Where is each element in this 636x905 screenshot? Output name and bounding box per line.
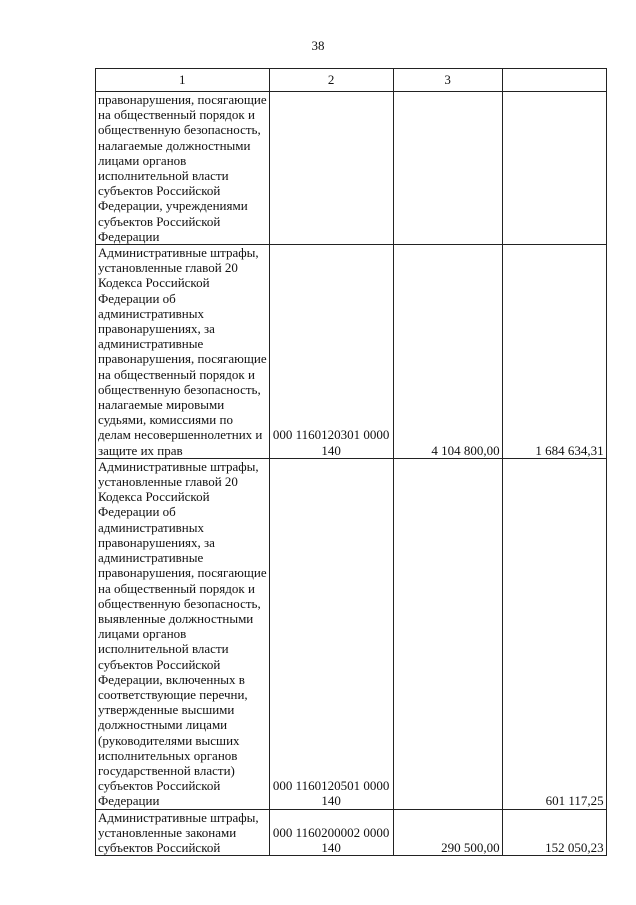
row-code-cell (269, 245, 393, 459)
header-col-2: 2 (269, 69, 393, 92)
row-name-cell (96, 458, 270, 809)
row-name-line: Федерации (98, 793, 160, 809)
row-name-line: Федерации, учреждениями (98, 198, 248, 214)
row-name-line: общественную безопасность, (98, 595, 261, 611)
row-name-line: установленные главой 20 (98, 260, 238, 276)
row-name-line: налагаемые мировыми (98, 397, 225, 413)
row-code-line: 000 1160120301 0000 (272, 427, 390, 443)
row-name-line: правонарушения, посягающие (98, 565, 267, 581)
row-code-line: 000 1160200002 0000 (272, 824, 390, 840)
row-amount-col-4: 601 117,25 (502, 458, 606, 809)
row-code-line: 140 (321, 839, 341, 855)
row-name-line: субъектов Российской (98, 183, 221, 199)
row-name-line: Федерации об (98, 290, 176, 306)
row-name-line: административных (98, 519, 204, 535)
row-name-line: лицами органов (98, 152, 187, 168)
row-amount-col-4 (502, 92, 606, 245)
row-name-line: утвержденные высшими (98, 702, 235, 718)
row-name-line: государственной власти) (98, 762, 235, 778)
row-code-line: 140 (321, 793, 341, 809)
row-name-line: субъектов Российской (98, 656, 221, 672)
row-name-line: Административные штрафы, (98, 809, 259, 825)
table-body (96, 92, 607, 856)
row-name-line: Федерации об (98, 504, 176, 520)
row-name-line: исполнительных органов (98, 747, 238, 763)
row-code-cell (269, 458, 393, 809)
row-amount-col-4: 1 684 634,31 (502, 245, 606, 459)
row-name-line: Федерации, включенных в (98, 671, 245, 687)
row-name-line: субъектов Российской (98, 213, 221, 229)
row-name-line: исполнительной власти (98, 641, 229, 657)
row-name-line: общественную безопасность, (98, 122, 261, 138)
row-code-cell (269, 92, 393, 245)
row-amount-col-3 (393, 92, 502, 245)
row-amount-col-3 (393, 458, 502, 809)
row-name-line: административные (98, 336, 204, 352)
row-name-line: Административные штрафы, (98, 458, 259, 474)
row-amount-col-3: 4 104 800,00 (393, 245, 502, 459)
row-code-line: 000 1160120501 0000 (272, 778, 390, 794)
table-row (96, 245, 607, 459)
row-name-line: Кодекса Российской (98, 489, 210, 505)
row-amount-col-4: 152 050,23 (502, 809, 606, 856)
row-name-line: установленные главой 20 (98, 474, 238, 490)
row-name-line: административных (98, 305, 204, 321)
row-name-line: общественную безопасность, (98, 381, 261, 397)
table-row (96, 92, 607, 245)
table-row (96, 809, 607, 856)
table-row (96, 458, 607, 809)
row-name-line: субъектов Российской (98, 778, 221, 794)
row-name-line: на общественный порядок и (98, 580, 255, 596)
row-name-line: исполнительной власти (98, 168, 229, 184)
row-name-line: лицами органов (98, 626, 187, 642)
row-name-line: (руководителями высших (98, 732, 240, 748)
row-name-cell (96, 92, 270, 245)
row-name-line: Федерации (98, 228, 160, 244)
row-name-line: выявленные должностными (98, 610, 254, 626)
row-name-line: правонарушениях, за (98, 534, 215, 550)
row-name-line: налагаемые должностными (98, 137, 251, 153)
row-name-line: субъектов Российской (98, 839, 221, 855)
row-name-line: соответствующие перечни, (98, 686, 248, 702)
row-name-cell (96, 809, 270, 856)
header-col-3: 3 (393, 69, 502, 92)
row-name-line: правонарушения, посягающие (98, 92, 267, 107)
row-name-line: на общественный порядок и (98, 107, 255, 123)
row-name-line: Кодекса Российской (98, 275, 210, 291)
row-code-line: 140 (321, 442, 341, 458)
row-name-line: на общественный порядок и (98, 366, 255, 382)
row-name-cell (96, 245, 270, 459)
budget-table (95, 68, 607, 856)
row-amount-col-3: 290 500,00 (393, 809, 502, 856)
row-name-line: Административные штрафы, (98, 245, 259, 261)
row-name-line: административные (98, 550, 204, 566)
row-name-line: судьями, комиссиями по (98, 412, 233, 428)
row-code-cell (269, 809, 393, 856)
row-name-line: установленные законами (98, 824, 237, 840)
header-col-1: 1 (96, 69, 270, 92)
header-row (96, 69, 607, 92)
row-name-line: правонарушениях, за (98, 321, 215, 337)
row-name-line: защите их прав (98, 442, 183, 458)
row-name-line: правонарушения, посягающие (98, 351, 267, 367)
page-number: 38 (311, 38, 325, 53)
row-name-line: должностными лицами (98, 717, 228, 733)
row-name-line: делам несовершеннолетних и (98, 427, 263, 443)
header-col-4 (502, 69, 606, 92)
